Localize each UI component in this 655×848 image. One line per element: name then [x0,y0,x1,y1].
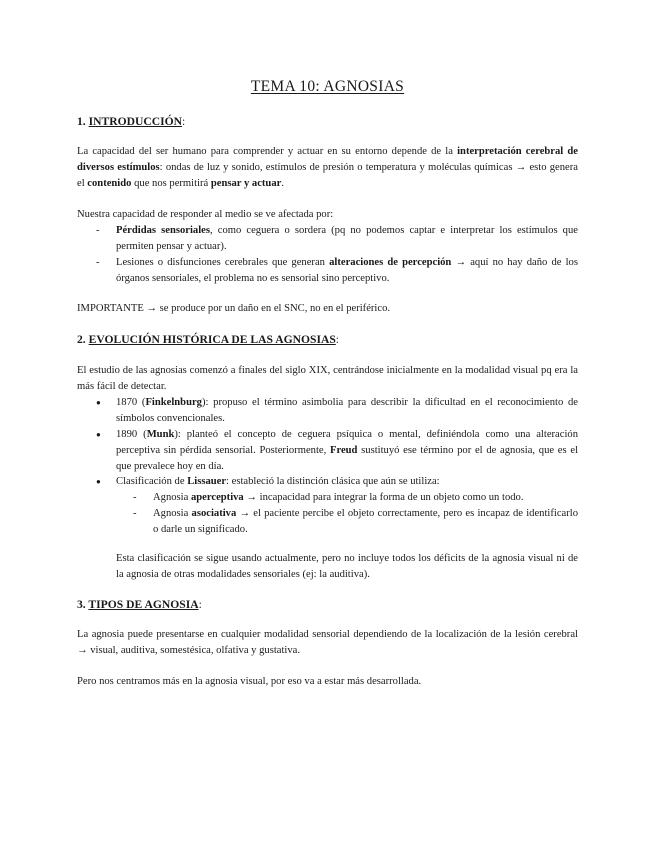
section-number: 1. [77,115,86,128]
section-number: 3. [77,598,86,611]
dash-marker: - [133,492,137,503]
dash-marker: - [96,257,100,268]
important-note: IMPORTANTE → se produce por un daño en el SNC, no en el periférico. [77,303,391,314]
dash-marker: - [133,508,137,519]
list-item: 1890 (Munk): planteó el concepto de ceguera psíquica o mental, definiéndola como una alteración perceptiva sin pérdida sensorial. Posteriormente, Freud sustituyó ese término por el de agnosia, que es el que prevalece hoy en día. [116,429,579,472]
section-label: TIPOS DE AGNOSIA [88,598,199,611]
section-heading-2: 2. EVOLUCIÓN HISTÓRICA DE LAS AGNOSIAS: [77,333,340,346]
types-paragraph-1: La agnosia puede presentarse en cualquier modalidad sensorial dependiendo de la localización de la lesión cerebral → visual, auditiva, somestésica, olfativa y gustativa. [77,629,578,656]
history-paragraph-2: Esta clasificación se sigue usando actualmente, pero no incluye todos los déficits de la agnosia visual ni de la agnosia de otras modalidades sensoriales (ej: la auditiva). [116,553,578,580]
list-item: Clasificación de Lissauer: estableció la distinción clásica que aún se utiliza: [116,476,440,487]
sub-list-item: Agnosia asociativa → el paciente percibe el objeto correctamente, pero es incapaz de identificarlo o darle un significado. [153,508,578,535]
list-item: Pérdidas sensoriales, como ceguera o sordera (pq no podemos captar e interpretar los estímulos que permiten pensar y actuar). [116,225,578,252]
sub-list-item: Agnosia aperceptiva → incapacidad para integrar la forma de un objeto como un todo. [153,492,524,503]
section-label: INTRODUCCIÓN [88,115,183,128]
section-heading-1: 1. INTRODUCCIÓN: [77,115,186,128]
section-label: EVOLUCIÓN HISTÓRICA DE LAS AGNOSIAS [88,333,336,346]
section-heading-3: 3. TIPOS DE AGNOSIA: [77,598,202,611]
types-paragraph-2: Pero nos centramos más en la agnosia visual, por eso va a estar más desarrollada. [77,676,422,687]
document-title: TEMA 10: AGNOSIAS [250,78,405,95]
list-item: 1870 (Finkelnburg): propuso el término asimbolia para describir la dificultad en el reconocimiento de símbolos convencionales. [116,397,578,424]
section-number: 2. [77,333,86,346]
intro-paragraph-2: Nuestra capacidad de responder al medio se ve afectada por: [77,209,334,220]
bullet-marker: ● [96,477,101,486]
list-item: Lesiones o disfunciones cerebrales que generan alteraciones de percepción → aquí no hay daño de los órganos sensoriales, el problema no es sensorial sino perceptivo. [116,257,578,284]
bullet-marker: ● [96,398,101,407]
dash-marker: - [96,225,100,236]
bullet-marker: ● [96,430,101,439]
intro-paragraph-1: La capacidad del ser humano para comprender y actuar en su entorno depende de la interpretación cerebral de diversos estímulos: ondas de luz y sonido, estímulos de presión o temperatura y moléculas químicas → esto genera el contenido que nos permitirá pensar y actuar. [77,146,579,189]
history-paragraph-1: El estudio de las agnosias comenzó a finales del siglo XIX, centrándose inicialmente en la modalidad visual pq era la más fácil de detectar. [77,365,578,392]
